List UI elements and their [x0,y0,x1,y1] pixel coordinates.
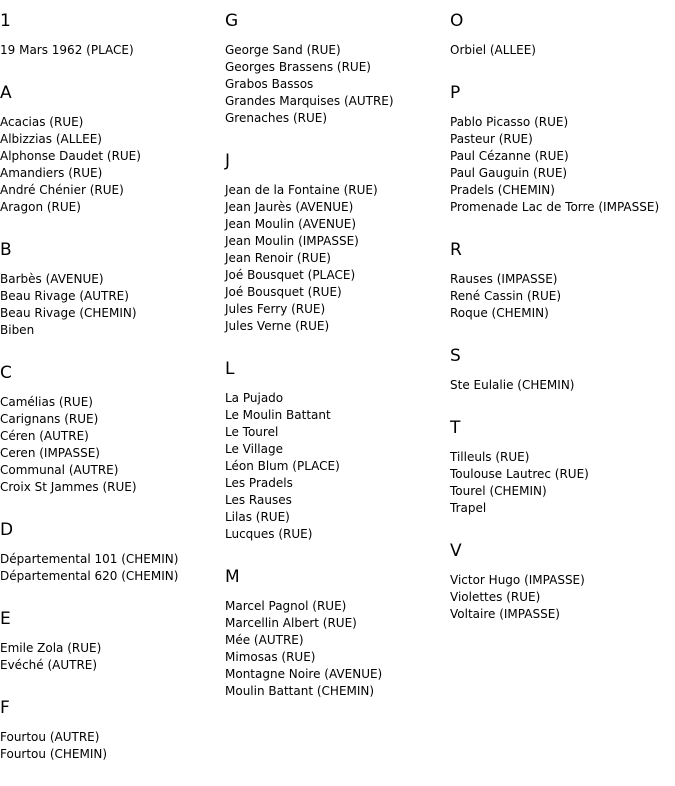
street-item: Tilleuls (RUE) [450,450,530,464]
letter-heading: V [450,541,462,561]
street-item: George Sand (RUE) [225,43,341,57]
street-item: Pasteur (RUE) [450,132,533,146]
street-item: Jean Renoir (RUE) [225,251,331,265]
letter-heading: G [225,11,239,31]
street-item: Montagne Noire (AVENUE) [225,667,383,681]
letter-group [450,10,675,59]
street-item: Victor Hugo (IMPASSE) [450,573,585,587]
street-item: Jean Jaurès (AVENUE) [225,200,354,214]
street-item: Léon Blum (PLACE) [225,459,340,473]
street-item: Barbès (AVENUE) [0,272,104,286]
street-item: Croix St Jammes (RUE) [0,480,137,494]
letter-heading: R [450,240,462,260]
letter-heading: T [450,418,461,438]
street-item: Georges Brassens (RUE) [225,60,371,74]
letter-group [0,239,225,339]
letter-group [0,697,225,763]
street-item: Toulouse Lautrec (RUE) [450,467,589,481]
street-item: 19 Mars 1962 (PLACE) [0,43,134,57]
street-item: Emile Zola (RUE) [0,641,102,655]
letter-heading: M [225,567,240,587]
letter-heading: 1 [0,11,11,31]
letter-heading: P [450,83,461,103]
street-item: Pablo Picasso (RUE) [450,115,569,129]
letter-group [0,362,225,496]
street-item: Départemental 101 (CHEMIN) [0,552,179,566]
letter-group [450,417,675,517]
letter-heading: A [0,83,12,103]
street-item: Beau Rivage (AUTRE) [0,289,129,303]
street-item: Céren (AUTRE) [0,429,89,443]
street-item: Pradels (CHEMIN) [450,183,555,197]
letter-group [0,608,225,674]
street-item: Tourel (CHEMIN) [450,484,547,498]
street-item: Lucques (RUE) [225,527,313,541]
letter-group [225,10,450,127]
street-item: Marcellin Albert (RUE) [225,616,357,630]
street-item: Paul Cézanne (RUE) [450,149,569,163]
letter-group [0,519,225,585]
street-item: Camélias (RUE) [0,395,93,409]
street-item: Marcel Pagnol (RUE) [225,599,347,613]
street-item: Jean Moulin (IMPASSE) [225,234,359,248]
letter-group [450,345,675,394]
street-item: Voltaire (IMPASSE) [450,607,560,621]
street-item: Grandes Marquises (AUTRE) [225,94,394,108]
street-item: Le Tourel [225,425,279,439]
letter-group [450,82,675,216]
street-item: Mimosas (RUE) [225,650,316,664]
street-item: Paul Gauguin (RUE) [450,166,568,180]
letter-heading: E [0,609,11,629]
street-item: Amandiers (RUE) [0,166,103,180]
street-item: Jules Ferry (RUE) [225,302,326,316]
street-item: Fourtou (CHEMIN) [0,747,108,761]
street-item: Départemental 620 (CHEMIN) [0,569,179,583]
street-item: Promenade Lac de Torre (IMPASSE) [450,200,660,214]
street-item: Lilas (RUE) [225,510,290,524]
street-item: Acacias (RUE) [0,115,84,129]
street-item: Alphonse Daudet (RUE) [0,149,141,163]
letter-heading: S [450,346,461,366]
letter-group [225,358,450,543]
street-item: Les Rauses [225,493,292,507]
street-item: André Chénier (RUE) [0,183,124,197]
street-item: Albizzias (ALLEE) [0,132,102,146]
letter-group [450,239,675,322]
street-item: Jean Moulin (AVENUE) [225,217,357,231]
street-item: Jean de la Fontaine (RUE) [225,183,378,197]
letter-group [225,150,450,335]
letter-heading: D [0,520,14,540]
letter-heading: B [0,240,12,260]
street-item: Carignans (RUE) [0,412,99,426]
street-item: Communal (AUTRE) [0,463,119,477]
street-item: Evéché (AUTRE) [0,658,98,672]
street-item: Biben [0,323,35,337]
letter-group [450,540,675,623]
street-item: Orbiel (ALLEE) [450,43,536,57]
street-item: Rauses (IMPASSE) [450,272,558,286]
letter-group [225,566,450,700]
letter-heading: F [0,698,10,718]
street-item: Ceren (IMPASSE) [0,446,100,460]
letter-heading: L [225,359,235,379]
street-item: Aragon (RUE) [0,200,81,214]
street-item: Fourtou (AUTRE) [0,730,100,744]
street-item: La Pujado [225,391,284,405]
street-item: Mée (AUTRE) [225,633,304,647]
letter-group [0,10,225,59]
index-column [225,10,450,723]
street-item: René Cassin (RUE) [450,289,562,303]
street-item: Trapel [450,501,487,515]
index-column [450,10,675,646]
street-item: Roque (CHEMIN) [450,306,549,320]
street-item: Violettes (RUE) [450,590,541,604]
street-item: Le Village [225,442,283,456]
street-item: Grabos Bassos [225,77,314,91]
street-item: Beau Rivage (CHEMIN) [0,306,137,320]
street-item: Les Pradels [225,476,293,490]
street-item: Moulin Battant (CHEMIN) [225,684,375,698]
index-column [0,10,225,786]
letter-group [0,82,225,216]
street-item: Joé Bousquet (PLACE) [225,268,356,282]
letter-heading: C [0,363,12,383]
street-item: Joé Bousquet (RUE) [225,285,342,299]
letter-heading: J [225,151,231,171]
letter-heading: O [450,11,464,31]
street-item: Le Moulin Battant [225,408,331,422]
street-item: Ste Eulalie (CHEMIN) [450,378,575,392]
street-item: Jules Verne (RUE) [225,319,330,333]
street-item: Grenaches (RUE) [225,111,328,125]
